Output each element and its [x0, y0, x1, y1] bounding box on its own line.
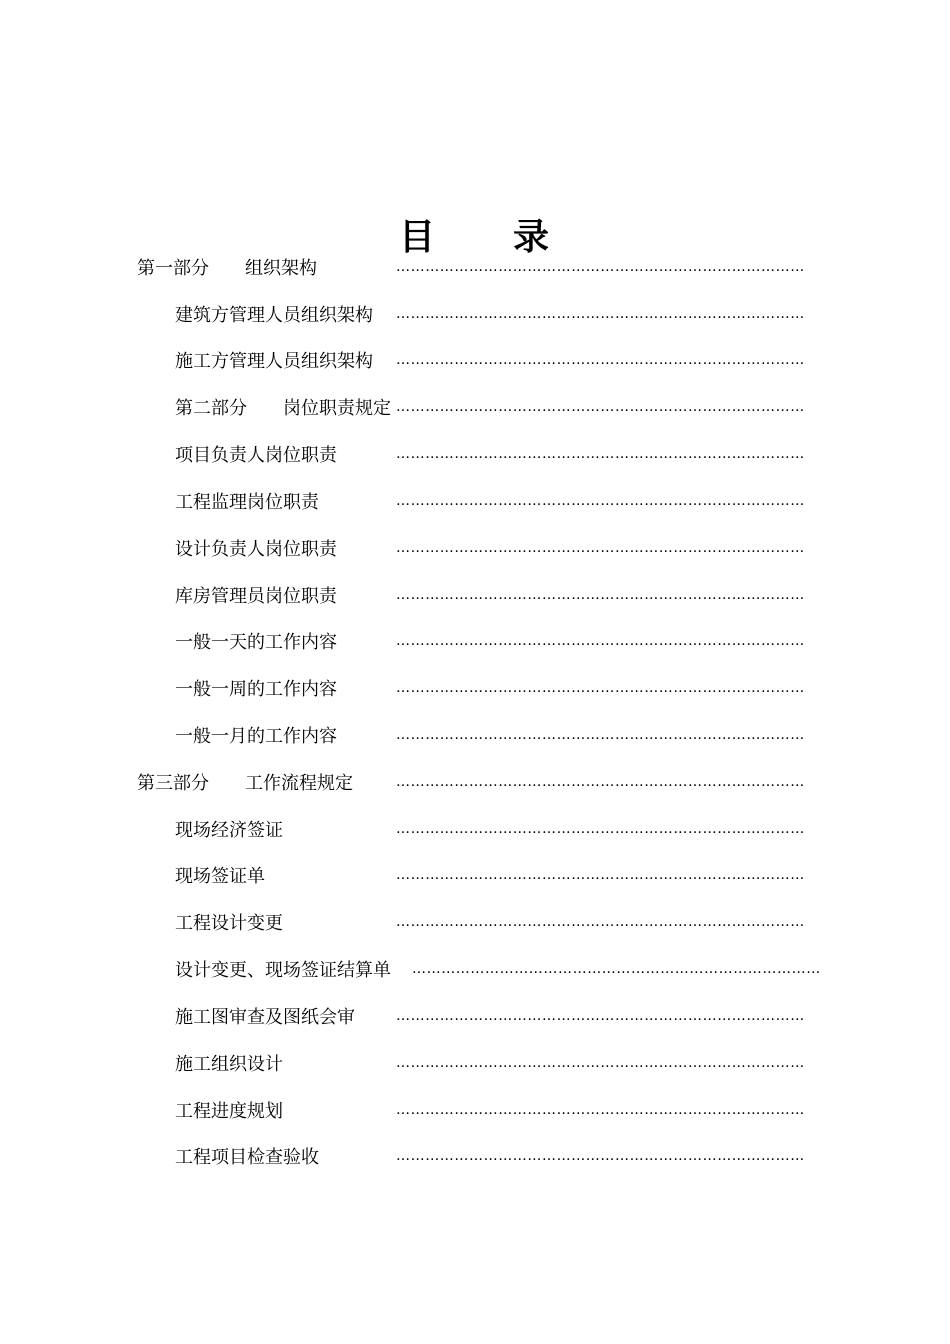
toc-entry-label: 设计负责人岗位职责 [175, 539, 337, 560]
toc-entry[interactable] [0, 439, 950, 469]
toc-entry-part-2[interactable] [0, 392, 950, 422]
toc-dot-leader: ………………………………………………………………………… [412, 961, 821, 977]
toc-entry[interactable] [0, 299, 950, 329]
toc-entry[interactable] [0, 1001, 950, 1031]
toc-dot-leader: ………………………………………………………………………… [396, 680, 805, 696]
toc-entry[interactable] [0, 673, 950, 703]
toc-entry-label: 现场签证单 [175, 866, 265, 887]
toc-entry-label: 施工图审查及图纸会审 [175, 1007, 355, 1028]
toc-entry-label: 工程项目检查验收 [175, 1147, 319, 1168]
toc-dot-leader: ………………………………………………………………………… [396, 1055, 805, 1071]
toc-entry[interactable] [0, 1048, 950, 1078]
toc-entry[interactable] [0, 533, 950, 563]
toc-entry-part-3[interactable] [0, 767, 950, 797]
toc-entry[interactable] [0, 907, 950, 937]
toc-dot-leader: ………………………………………………………………………… [396, 867, 805, 883]
toc-entry[interactable] [0, 1095, 950, 1125]
toc-dot-leader: ………………………………………………………………………… [396, 1102, 805, 1118]
toc-entry-label: 一般一月的工作内容 [175, 726, 337, 747]
toc-entry-label: 第一部分 组织架构 [137, 258, 317, 279]
toc-entry-part-1[interactable] [0, 252, 950, 282]
toc-dot-leader: ………………………………………………………………………… [396, 306, 805, 322]
toc-entry[interactable] [0, 954, 950, 984]
toc-entry-label: 施工方管理人员组织架构 [175, 351, 373, 372]
toc-entry[interactable] [0, 580, 950, 610]
toc-entry-label: 设计变更、现场签证结算单 [175, 960, 391, 981]
toc-dot-leader: ………………………………………………………………………… [396, 259, 805, 275]
toc-entry[interactable] [0, 626, 950, 656]
toc-entry-label: 第三部分 工作流程规定 [137, 773, 353, 794]
toc-dot-leader: ………………………………………………………………………… [396, 914, 805, 930]
toc-entry-label: 项目负责人岗位职责 [175, 445, 337, 466]
toc-entry-label: 施工组织设计 [175, 1054, 283, 1075]
toc-dot-leader: ………………………………………………………………………… [396, 633, 805, 649]
toc-dot-leader: ………………………………………………………………………… [396, 446, 805, 462]
toc-dot-leader: ………………………………………………………………………… [396, 352, 805, 368]
toc-entry[interactable] [0, 860, 950, 890]
page-title: 目 录 [398, 217, 551, 258]
toc-entry[interactable] [0, 486, 950, 516]
toc-entry-label: 工程监理岗位职责 [175, 492, 319, 513]
toc-dot-leader: ………………………………………………………………………… [396, 821, 805, 837]
toc-entry-label: 一般一天的工作内容 [175, 632, 337, 653]
toc-dot-leader: ………………………………………………………………………… [396, 1008, 805, 1024]
toc-dot-leader: ………………………………………………………………………… [396, 727, 805, 743]
toc-dot-leader: ………………………………………………………………………… [396, 1148, 805, 1164]
toc-entry-label: 第二部分 岗位职责规定 [175, 398, 391, 419]
toc-dot-leader: ………………………………………………………………………… [396, 493, 805, 509]
toc-entry[interactable] [0, 345, 950, 375]
toc-entry[interactable] [0, 814, 950, 844]
toc-entry-label: 现场经济签证 [175, 820, 283, 841]
toc-entry-label: 库房管理员岗位职责 [175, 586, 337, 607]
toc-entry-label: 工程设计变更 [175, 913, 283, 934]
toc-entry-label: 建筑方管理人员组织架构 [175, 305, 373, 326]
toc-dot-leader: ………………………………………………………………………… [396, 774, 805, 790]
toc-dot-leader: ………………………………………………………………………… [396, 399, 805, 415]
toc-dot-leader: ………………………………………………………………………… [396, 540, 805, 556]
toc-entry[interactable] [0, 720, 950, 750]
toc-entry[interactable] [0, 1141, 950, 1171]
toc-dot-leader: ………………………………………………………………………… [396, 587, 805, 603]
toc-entry-label: 一般一周的工作内容 [175, 679, 337, 700]
toc-entry-label: 工程进度规划 [175, 1101, 283, 1122]
